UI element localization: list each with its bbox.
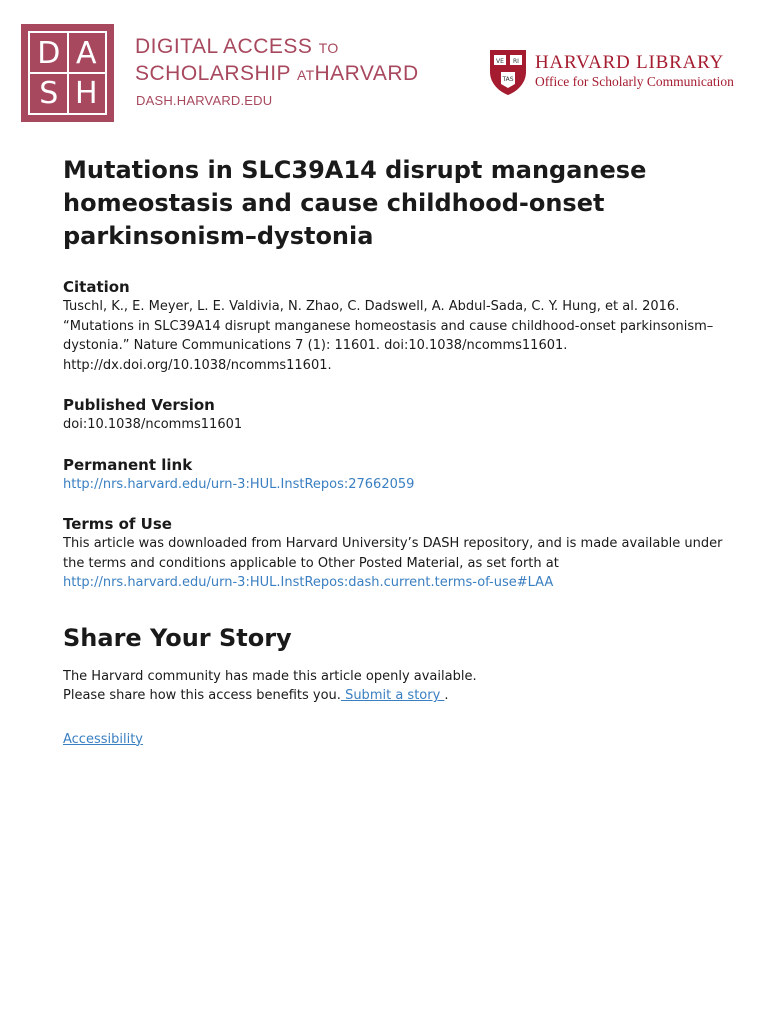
dash-logo-letter: A <box>75 35 97 71</box>
dash-logo-grid <box>28 31 107 115</box>
permanent-link-label: Permanent link <box>63 455 193 474</box>
dash-title-line1: DIGITAL ACCESS <box>135 35 313 58</box>
shield-text: RI <box>513 58 519 65</box>
shield-text: TAS <box>502 76 514 83</box>
dash-logo-letter: D <box>37 35 61 71</box>
dash-logo-letter: H <box>74 75 98 111</box>
terms-of-use-link[interactable]: http://nrs.harvard.edu/urn-3:HUL.InstRepos:dash.current.terms-of-use#LAA <box>63 575 554 590</box>
document-content <box>63 154 723 749</box>
terms-of-use-label: Terms of Use <box>63 515 172 533</box>
permanent-link[interactable]: http://nrs.harvard.edu/urn-3:HUL.InstRepos:27662059 <box>63 476 415 492</box>
share-line-2 <box>63 686 723 706</box>
citation-label: Citation <box>63 278 130 296</box>
terms-of-use-text <box>63 534 723 593</box>
share-your-story-heading: Share Your Story <box>63 623 292 652</box>
harvard-library-subtitle: Office for Scholarly Communication <box>535 74 734 89</box>
accessibility-link[interactable]: Accessibility <box>63 731 143 747</box>
published-version-value: doi:10.1038/ncomms11601 <box>63 417 243 432</box>
dash-title-scholarship: SCHOLARSHIP <box>135 62 291 85</box>
shield-text: VE <box>496 58 504 65</box>
harvard-shield-icon <box>488 48 528 96</box>
dash-logo-letter: S <box>39 75 59 111</box>
dash-title-at: AT <box>297 67 315 83</box>
dash-title-harvard: HARVARD <box>314 62 419 85</box>
dash-url: DASH.HARVARD.EDU <box>136 93 273 108</box>
submit-story-link[interactable]: Submit a story <box>340 688 445 703</box>
dash-logo <box>21 24 114 122</box>
share-line-1: The Harvard community has made this article openly available. <box>63 668 477 684</box>
article-title: Mutations in SLC39A14 disrupt manganese homeostasis and cause childhood-onset parkinsonism–dystonia <box>63 156 647 250</box>
terms-of-use-body: This article was downloaded from Harvard University’s DASH repository, and is made available under the terms and conditions applicable to Other Posted Material, as set forth at <box>63 536 723 571</box>
share-line-2-end: . <box>444 688 449 703</box>
dash-title <box>135 34 419 88</box>
published-version-label: Published Version <box>63 396 215 414</box>
share-line-2-text: Please share how this access benefits you. <box>63 688 341 703</box>
harvard-library-name: HARVARD LIBRARY <box>535 52 725 73</box>
citation-text: Tuschl, K., E. Meyer, L. E. Valdivia, N. Zhao, C. Dadswell, A. Abdul-Sada, C. Y. Hung, et al. 2016. “Mutations in SLC39A14 disrupt manganese homeostasis and cause childhood-onset parkinsonism–dystonia.” Nature Communications 7 (1): 11601. doi:10.1038/ncomms11601. http://dx.doi.org/10.1038/ncomms11601. <box>63 299 714 373</box>
dash-title-to: TO <box>318 40 339 56</box>
